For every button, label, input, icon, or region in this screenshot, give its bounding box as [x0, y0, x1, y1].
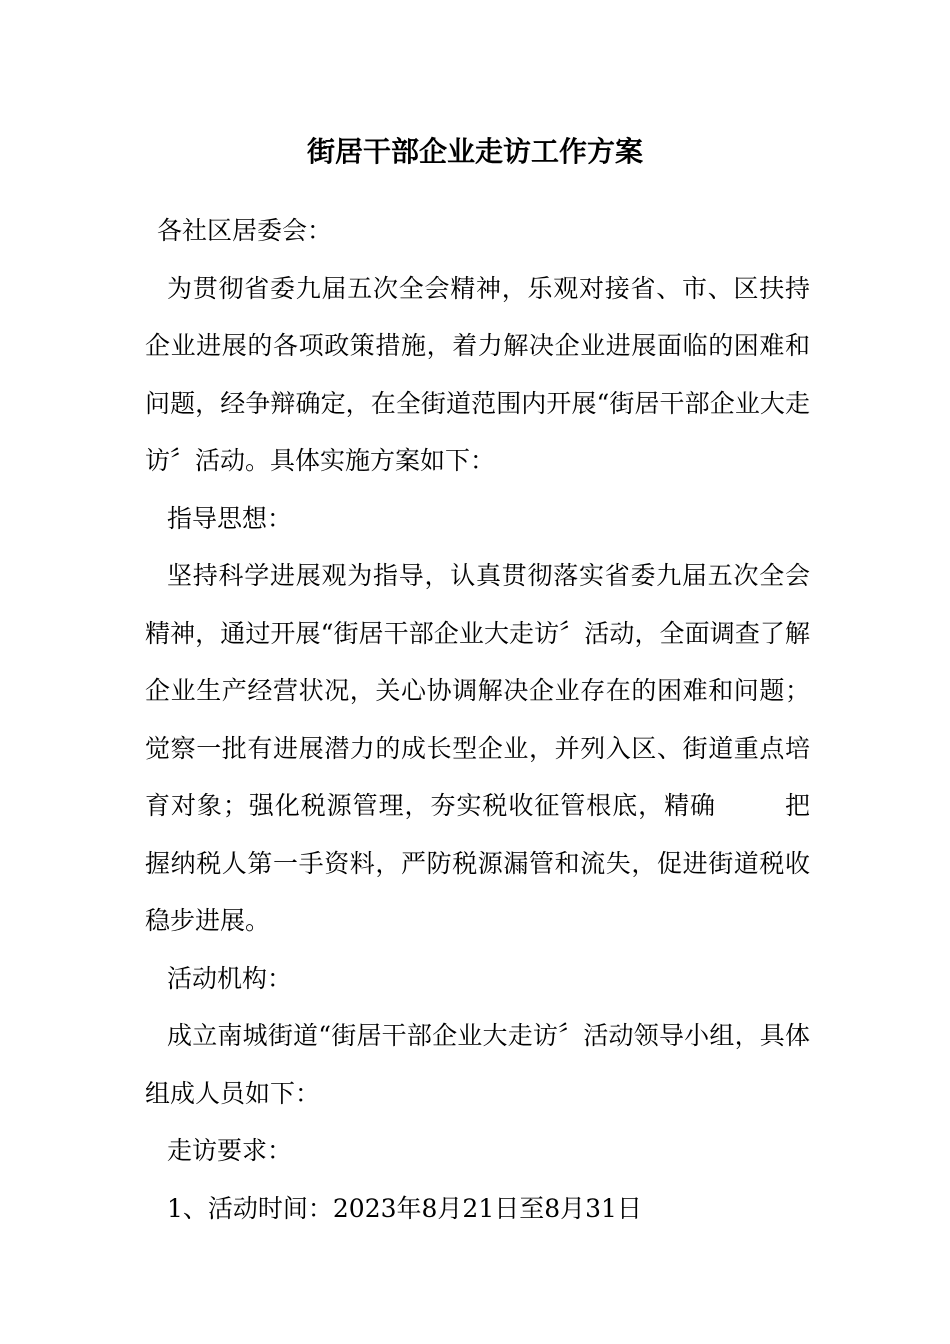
organization-paragraph: 成立南城街道“街居干部企业大走访〞活动领导小组，具体组成人员如下： — [145, 1021, 810, 1108]
guiding-idea-text-part1: 坚持科学进展观为指导，认真贯彻落实省委九届五次全会精神，通过开展“街居干部企业大走访〞活动，全面调查了解企业生产经营状况，关心协调解决企业存在的困难和问题；觉察一批有进展潜力的成长型企业，并列入区、街道重点培育对象；强化税源管理，夯实税收征管根底，精确 — [145, 561, 810, 820]
requirement-item-1: 1、活动时间：2023年8月21日至8月31日 — [167, 1193, 642, 1223]
guiding-idea-text-part2: 把握纳税人第一手资料，严防税源漏管和流失，促进街道税收稳步进展。 — [145, 791, 810, 935]
section-heading-requirements: 走访要求： — [167, 1136, 293, 1165]
intro-paragraph: 为贯彻省委九届五次全会精神，乐观对接省、市、区扶持企业进展的各项政策措施，着力解决企业进展面临的困难和问题，经争辩确定，在全街道范围内开展“街居干部企业大走访〞活动。具体实施方案如下： — [145, 273, 810, 475]
section-heading-guiding-idea: 指导思想： — [167, 503, 293, 533]
document-body — [145, 202, 810, 1237]
document-title: 街居干部企业走访工作方案 — [306, 135, 643, 168]
section-heading-organization: 活动机构： — [167, 963, 293, 993]
guiding-idea-paragraph — [145, 547, 810, 950]
salutation: 各社区居委会： — [157, 216, 333, 245]
